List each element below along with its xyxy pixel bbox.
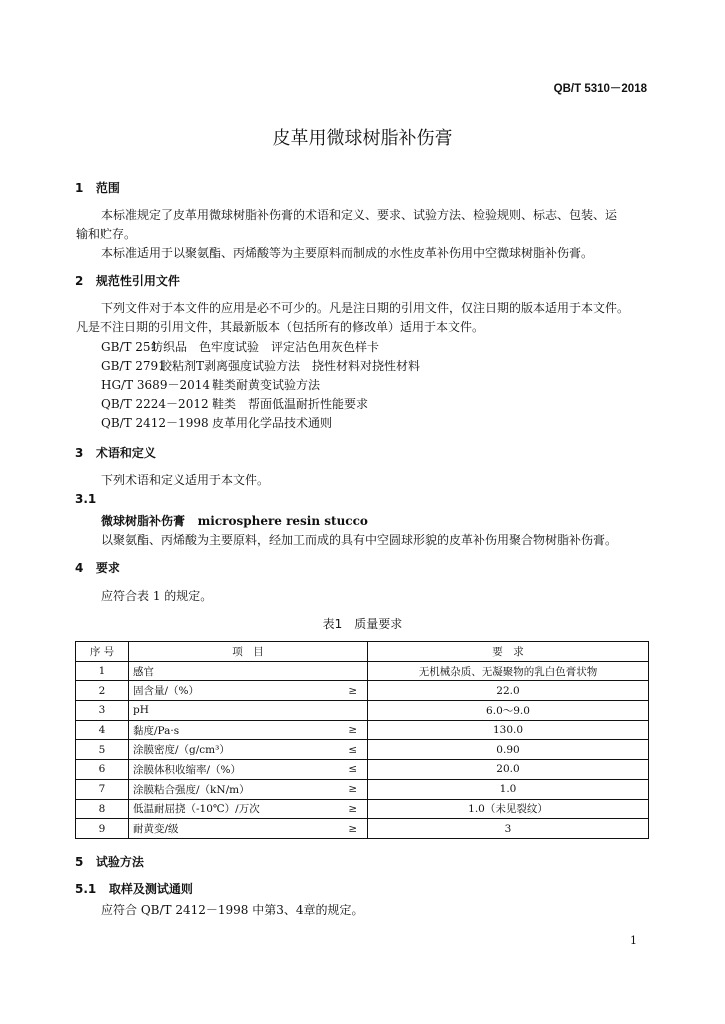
table-row xyxy=(76,819,649,839)
row-operator xyxy=(339,661,368,681)
row-no: 3 xyxy=(76,701,129,721)
row-item: 感官 xyxy=(129,661,339,681)
reference-name: 鞋类 帮面低温耐折性能要求 xyxy=(212,397,369,411)
term-entry xyxy=(101,512,368,529)
row-operator: ≤ xyxy=(339,760,368,780)
reference-code: GB/T 251 xyxy=(101,340,159,354)
row-item: 固含量/（%） xyxy=(129,681,339,701)
term-chinese: 微球树脂补伤膏 xyxy=(101,514,186,528)
reference-name: 鞋类耐黄变试验方法 xyxy=(212,378,321,392)
reference-item xyxy=(101,357,420,374)
reference-name: 胶粘剂T剥离强度试验方法 挠性材料对挠性材料 xyxy=(160,359,421,373)
table-row xyxy=(76,799,649,819)
row-no: 6 xyxy=(76,760,129,780)
reference-item xyxy=(101,395,368,412)
section-title: 范围 xyxy=(95,181,120,195)
row-no: 1 xyxy=(76,661,129,681)
row-item: 低温耐屈挠（-10℃）/万次 xyxy=(129,799,339,819)
paragraph: 本标准适用于以聚氨酯、丙烯酸等为主要原料而制成的水性皮革补伤用中空微球树脂补伤膏。 xyxy=(101,246,594,260)
row-no: 7 xyxy=(76,779,129,799)
row-item: 黏度/Pa·s xyxy=(129,720,339,740)
section-title: 术语和定义 xyxy=(95,446,156,460)
reference-item xyxy=(101,376,320,393)
row-item: pH xyxy=(129,701,339,721)
row-no: 4 xyxy=(76,720,129,740)
row-requirement: 1.0 xyxy=(368,779,649,799)
section-5-heading xyxy=(75,853,144,870)
table-row xyxy=(76,681,649,701)
table-row xyxy=(76,740,649,760)
row-item: 涂膜体积收缩率/（%） xyxy=(129,760,339,780)
paragraph: 本标准规定了皮革用微球树脂补伤膏的术语和定义、要求、试验方法、检验规则、标志、包装、运 xyxy=(101,208,618,222)
paragraph: 应符合表 1 的规定。 xyxy=(101,589,213,603)
subsection-number: 5.1 xyxy=(75,882,97,896)
section-3-heading xyxy=(75,444,156,461)
section-number: 1 xyxy=(75,181,84,195)
section-2-heading xyxy=(75,272,180,289)
row-requirement: 无机械杂质、无凝聚物的乳白色膏状物 xyxy=(368,661,649,681)
quality-requirements-table xyxy=(75,641,649,839)
row-operator: ≥ xyxy=(339,681,368,701)
subsection-5-1-heading xyxy=(75,880,193,897)
section-number: 3 xyxy=(75,446,84,460)
table-row xyxy=(76,779,649,799)
subsection-number: 3.1 xyxy=(75,492,97,506)
reference-name: 纺织品 色牢度试验 评定沾色用灰色样卡 xyxy=(151,340,380,354)
row-item: 涂膜粘合强度/（kN/m） xyxy=(129,779,339,799)
page-number: 1 xyxy=(630,934,637,947)
row-operator: ≥ xyxy=(339,799,368,819)
paragraph: 凡是不注日期的引用文件，其最新版本（包括所有的修改单）适用于本文件。 xyxy=(76,320,485,334)
section-title: 规范性引用文件 xyxy=(95,274,180,288)
paragraph: 应符合 QB/T 2412－1998 中第3、4章的规定。 xyxy=(101,903,364,917)
section-number: 4 xyxy=(75,561,84,575)
paragraph: 下列术语和定义适用于本文件。 xyxy=(101,473,270,487)
reference-item xyxy=(101,414,332,431)
row-requirement: 0.90 xyxy=(368,740,649,760)
row-operator: ≥ xyxy=(339,720,368,740)
table-row xyxy=(76,701,649,721)
paragraph: 下列文件对于本文件的应用是必不可少的。凡是注日期的引用文件，仅注日期的版本适用于本文件。 xyxy=(101,301,630,315)
row-no: 2 xyxy=(76,681,129,701)
header-requirement: 要 求 xyxy=(368,642,649,662)
term-english: microsphere resin stucco xyxy=(197,514,368,528)
reference-code: HG/T 3689－2014 xyxy=(101,378,210,392)
document-title: 皮革用微球树脂补伤膏 xyxy=(272,128,453,149)
row-requirement: 130.0 xyxy=(368,720,649,740)
row-requirement: 1.0（未见裂纹） xyxy=(368,799,649,819)
row-requirement: 3 xyxy=(368,819,649,839)
reference-name: 皮革用化学品技术通则 xyxy=(212,416,333,430)
row-operator: ≥ xyxy=(339,819,368,839)
section-1-heading xyxy=(75,179,120,196)
header-no: 序 号 xyxy=(76,642,129,662)
table-caption: 表1 质量要求 xyxy=(322,617,403,631)
row-requirement: 20.0 xyxy=(368,760,649,780)
section-number: 5 xyxy=(75,855,84,869)
row-operator: ≤ xyxy=(339,740,368,760)
table-row xyxy=(76,760,649,780)
header-item: 项 目 xyxy=(129,642,368,662)
term-definition: 以聚氨酯、丙烯酸为主要原料，经加工而成的具有中空圆球形貌的皮革补伤用聚合物树脂补伤膏。 xyxy=(101,533,618,547)
table-row xyxy=(76,661,649,681)
reference-code: GB/T 2791 xyxy=(101,359,166,373)
section-title: 试验方法 xyxy=(95,855,144,869)
paragraph: 输和贮存。 xyxy=(76,227,137,241)
table-header-row xyxy=(76,642,649,662)
reference-code: QB/T 2224－2012 xyxy=(101,397,209,411)
section-title: 要求 xyxy=(95,561,120,575)
section-4-heading xyxy=(75,559,120,576)
row-requirement: 6.0～9.0 xyxy=(368,701,649,721)
standard-number: QB/T 5310－2018 xyxy=(553,83,647,95)
row-operator: ≥ xyxy=(339,779,368,799)
row-no: 5 xyxy=(76,740,129,760)
row-no: 9 xyxy=(76,819,129,839)
subsection-title: 取样及测试通则 xyxy=(108,882,193,896)
row-item: 涂膜密度/（g/cm³） xyxy=(129,740,339,760)
reference-code: QB/T 2412－1998 xyxy=(101,416,209,430)
section-number: 2 xyxy=(75,274,84,288)
table-row xyxy=(76,720,649,740)
row-no: 8 xyxy=(76,799,129,819)
reference-item xyxy=(101,338,379,355)
row-requirement: 22.0 xyxy=(368,681,649,701)
row-item: 耐黄变/级 xyxy=(129,819,339,839)
row-operator xyxy=(339,701,368,721)
